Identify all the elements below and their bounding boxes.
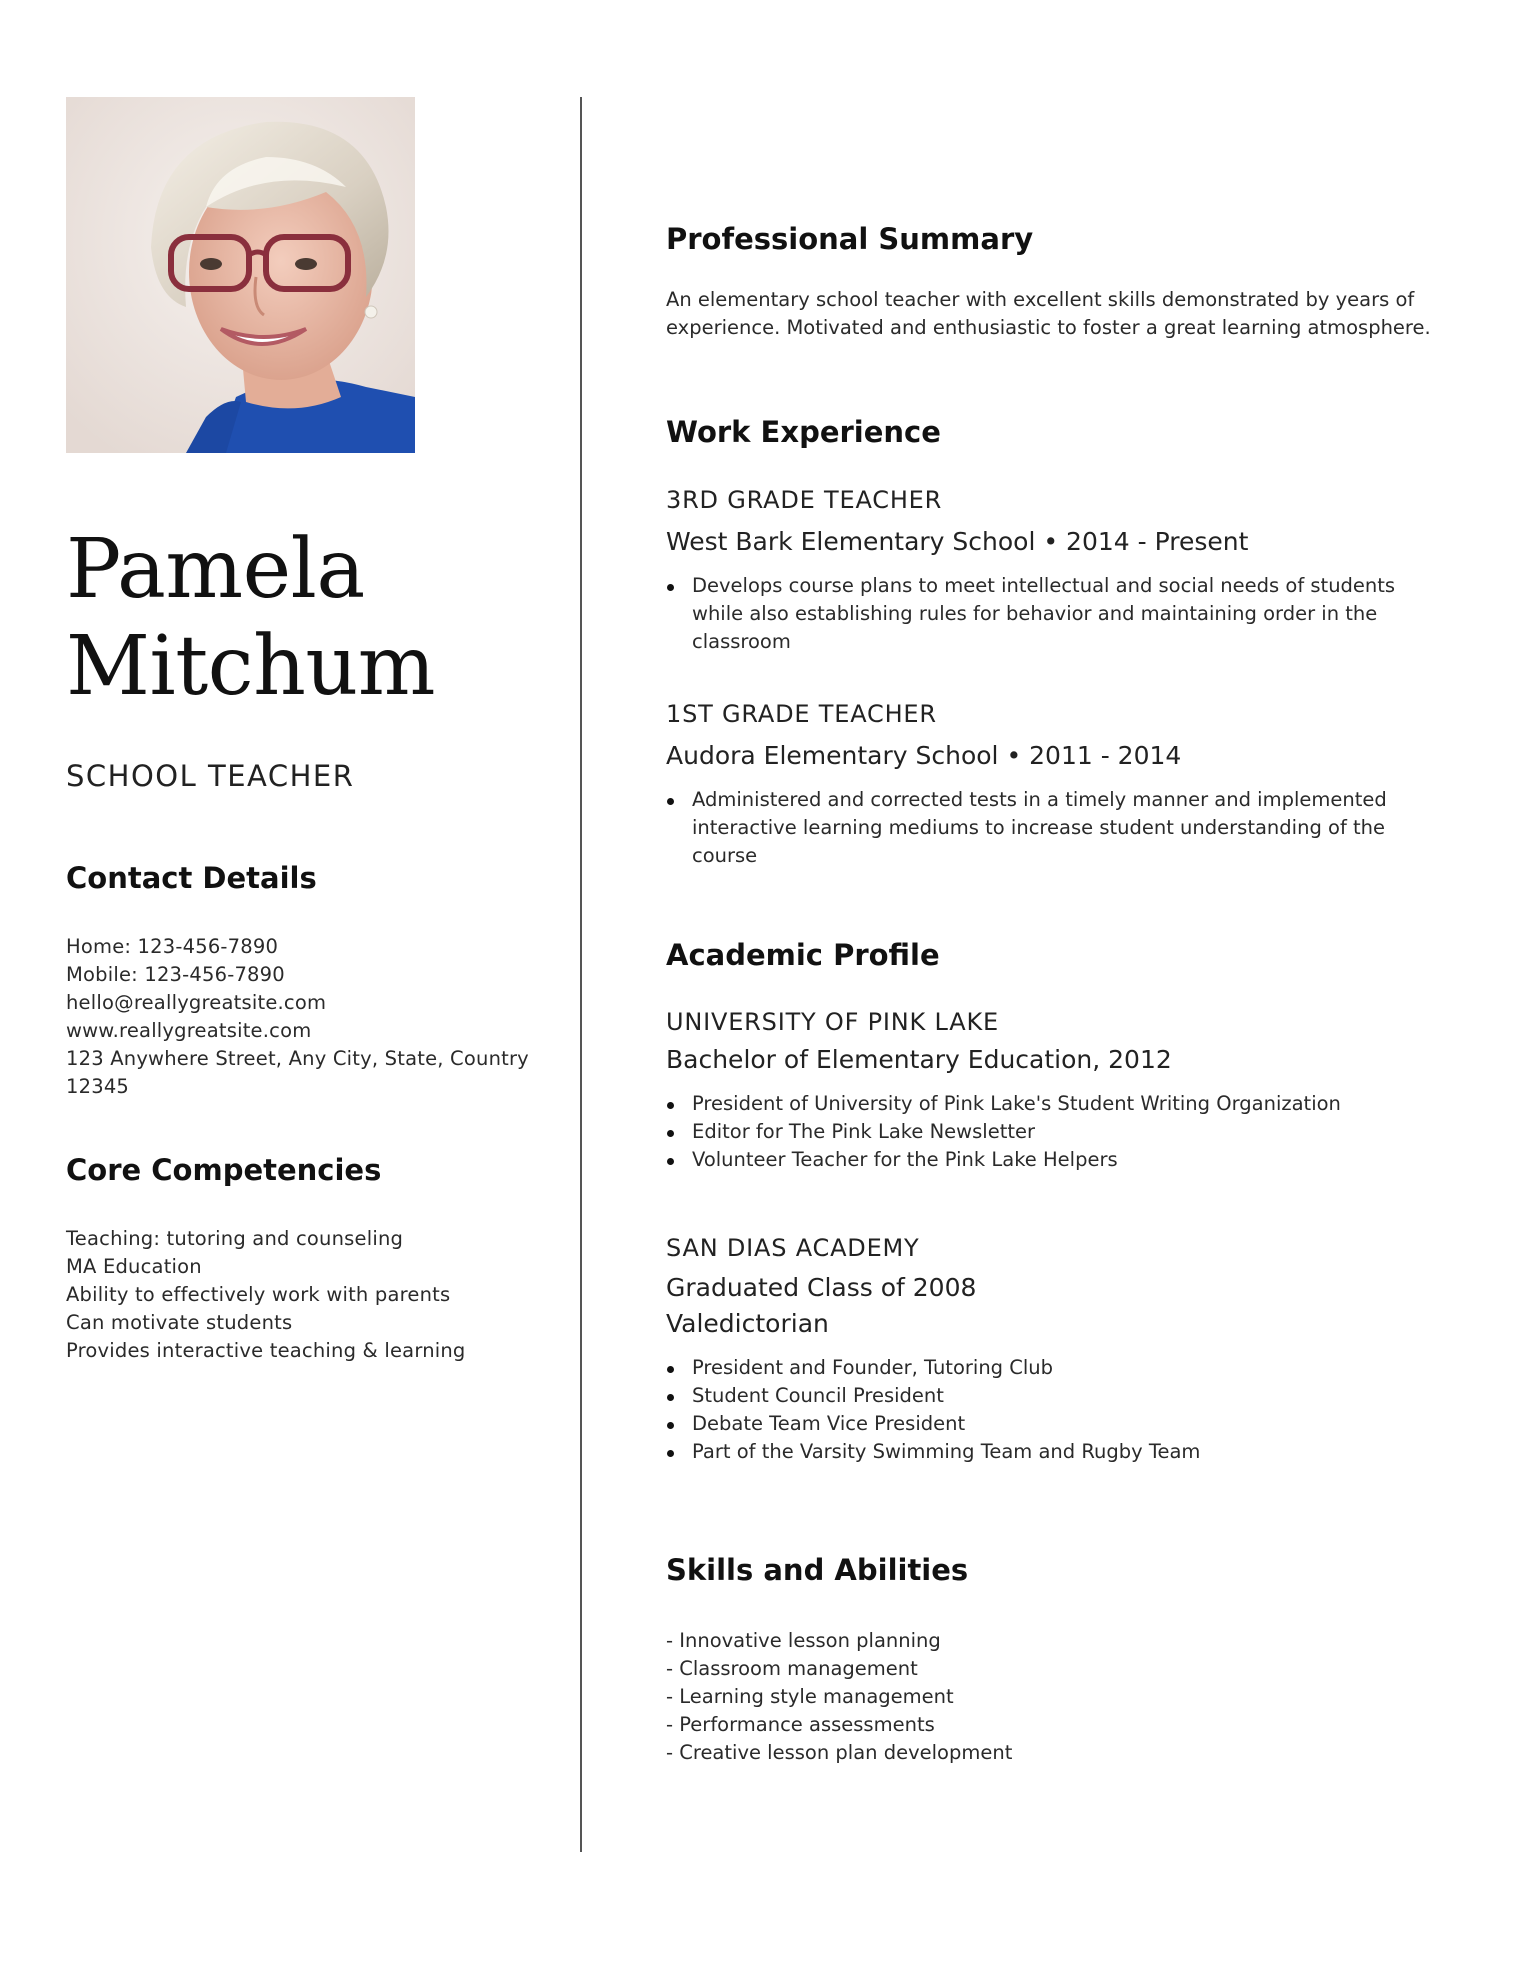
job-title: 3RD GRADE TEACHER (666, 486, 943, 514)
school-bullet: President and Founder, Tutoring Club (692, 1354, 1412, 1382)
school-bullet: Student Council President (692, 1382, 1412, 1410)
school-bullet: Volunteer Teacher for the Pink Lake Helpers (692, 1146, 1412, 1174)
skill-item: - Creative lesson plan development (666, 1741, 1013, 1764)
competency-item: MA Education (66, 1255, 202, 1278)
summary-text: An elementary school teacher with excellent skills demonstrated by years of experience. Motivated and enthusiastic to foster a great learning atmosphere. (666, 288, 1431, 339)
school-bullets (666, 1354, 1466, 1466)
competency-item: Provides interactive teaching & learning (66, 1339, 466, 1362)
contact-list (66, 933, 536, 1101)
skill-item: - Innovative lesson planning (666, 1629, 941, 1652)
competency-item: Teaching: tutoring and counseling (66, 1227, 404, 1250)
skill-item: - Learning style management (666, 1685, 954, 1708)
skill-item: - Performance assessments (666, 1713, 935, 1736)
school-name: SAN DIAS ACADEMY (666, 1234, 920, 1262)
contact-website: www.reallygreatsite.com (66, 1019, 312, 1042)
contact-home: Home: 123-456-7890 (66, 935, 279, 958)
right-column (666, 222, 1466, 1767)
competency-item: Ability to effectively work with parents (66, 1283, 451, 1306)
profile-photo (66, 97, 415, 453)
job-title: 1ST GRADE TEACHER (666, 700, 937, 728)
portrait-image (66, 97, 415, 453)
job-employer: West Bark Elementary School • 2014 - Present (666, 527, 1249, 556)
work-heading: Work Experience (666, 415, 941, 449)
job-bullets (666, 786, 1466, 870)
skills-heading: Skills and Abilities (666, 1553, 969, 1587)
school-degree: Bachelor of Elementary Education, 2012 (666, 1045, 1172, 1074)
school-honor: Valedictorian (666, 1309, 829, 1338)
summary-heading: Professional Summary (666, 222, 1034, 256)
academic-heading: Academic Profile (666, 938, 940, 972)
contact-email: hello@reallygreatsite.com (66, 991, 327, 1014)
contact-postal-code: 12345 (66, 1075, 130, 1098)
competencies-list (66, 1225, 536, 1365)
contact-mobile: Mobile: 123-456-7890 (66, 963, 285, 986)
skill-item: - Classroom management (666, 1657, 918, 1680)
school-degree: Graduated Class of 2008 (666, 1273, 977, 1302)
first-name: Pamela (66, 522, 365, 617)
competencies-heading: Core Competencies (66, 1153, 382, 1187)
contact-address: 123 Anywhere Street, Any City, State, Country (66, 1047, 529, 1070)
candidate-title: SCHOOL TEACHER (66, 759, 355, 793)
contact-heading: Contact Details (66, 861, 317, 895)
job-bullet: Administered and corrected tests in a timely manner and implemented interactive learning mediums to increase student understanding of the course (692, 786, 1412, 870)
job-bullets (666, 572, 1466, 656)
job-bullet: Develops course plans to meet intellectual and social needs of students while also establishing rules for behavior and maintaining order in the classroom (692, 572, 1412, 656)
skills-list (666, 1627, 1466, 1767)
school-bullet: President of University of Pink Lake's Student Writing Organization (692, 1090, 1412, 1118)
job-employer: Audora Elementary School • 2011 - 2014 (666, 741, 1182, 770)
school-bullets (666, 1090, 1466, 1174)
school-name: UNIVERSITY OF PINK LAKE (666, 1008, 999, 1036)
competency-item: Can motivate students (66, 1311, 293, 1334)
school-bullet: Editor for The Pink Lake Newsletter (692, 1118, 1412, 1146)
candidate-name (66, 521, 536, 715)
school-bullet: Part of the Varsity Swimming Team and Rugby Team (692, 1438, 1412, 1466)
column-divider (580, 97, 582, 1852)
last-name: Mitchum (66, 619, 435, 714)
left-column (66, 97, 536, 1365)
school-bullet: Debate Team Vice President (692, 1410, 1412, 1438)
